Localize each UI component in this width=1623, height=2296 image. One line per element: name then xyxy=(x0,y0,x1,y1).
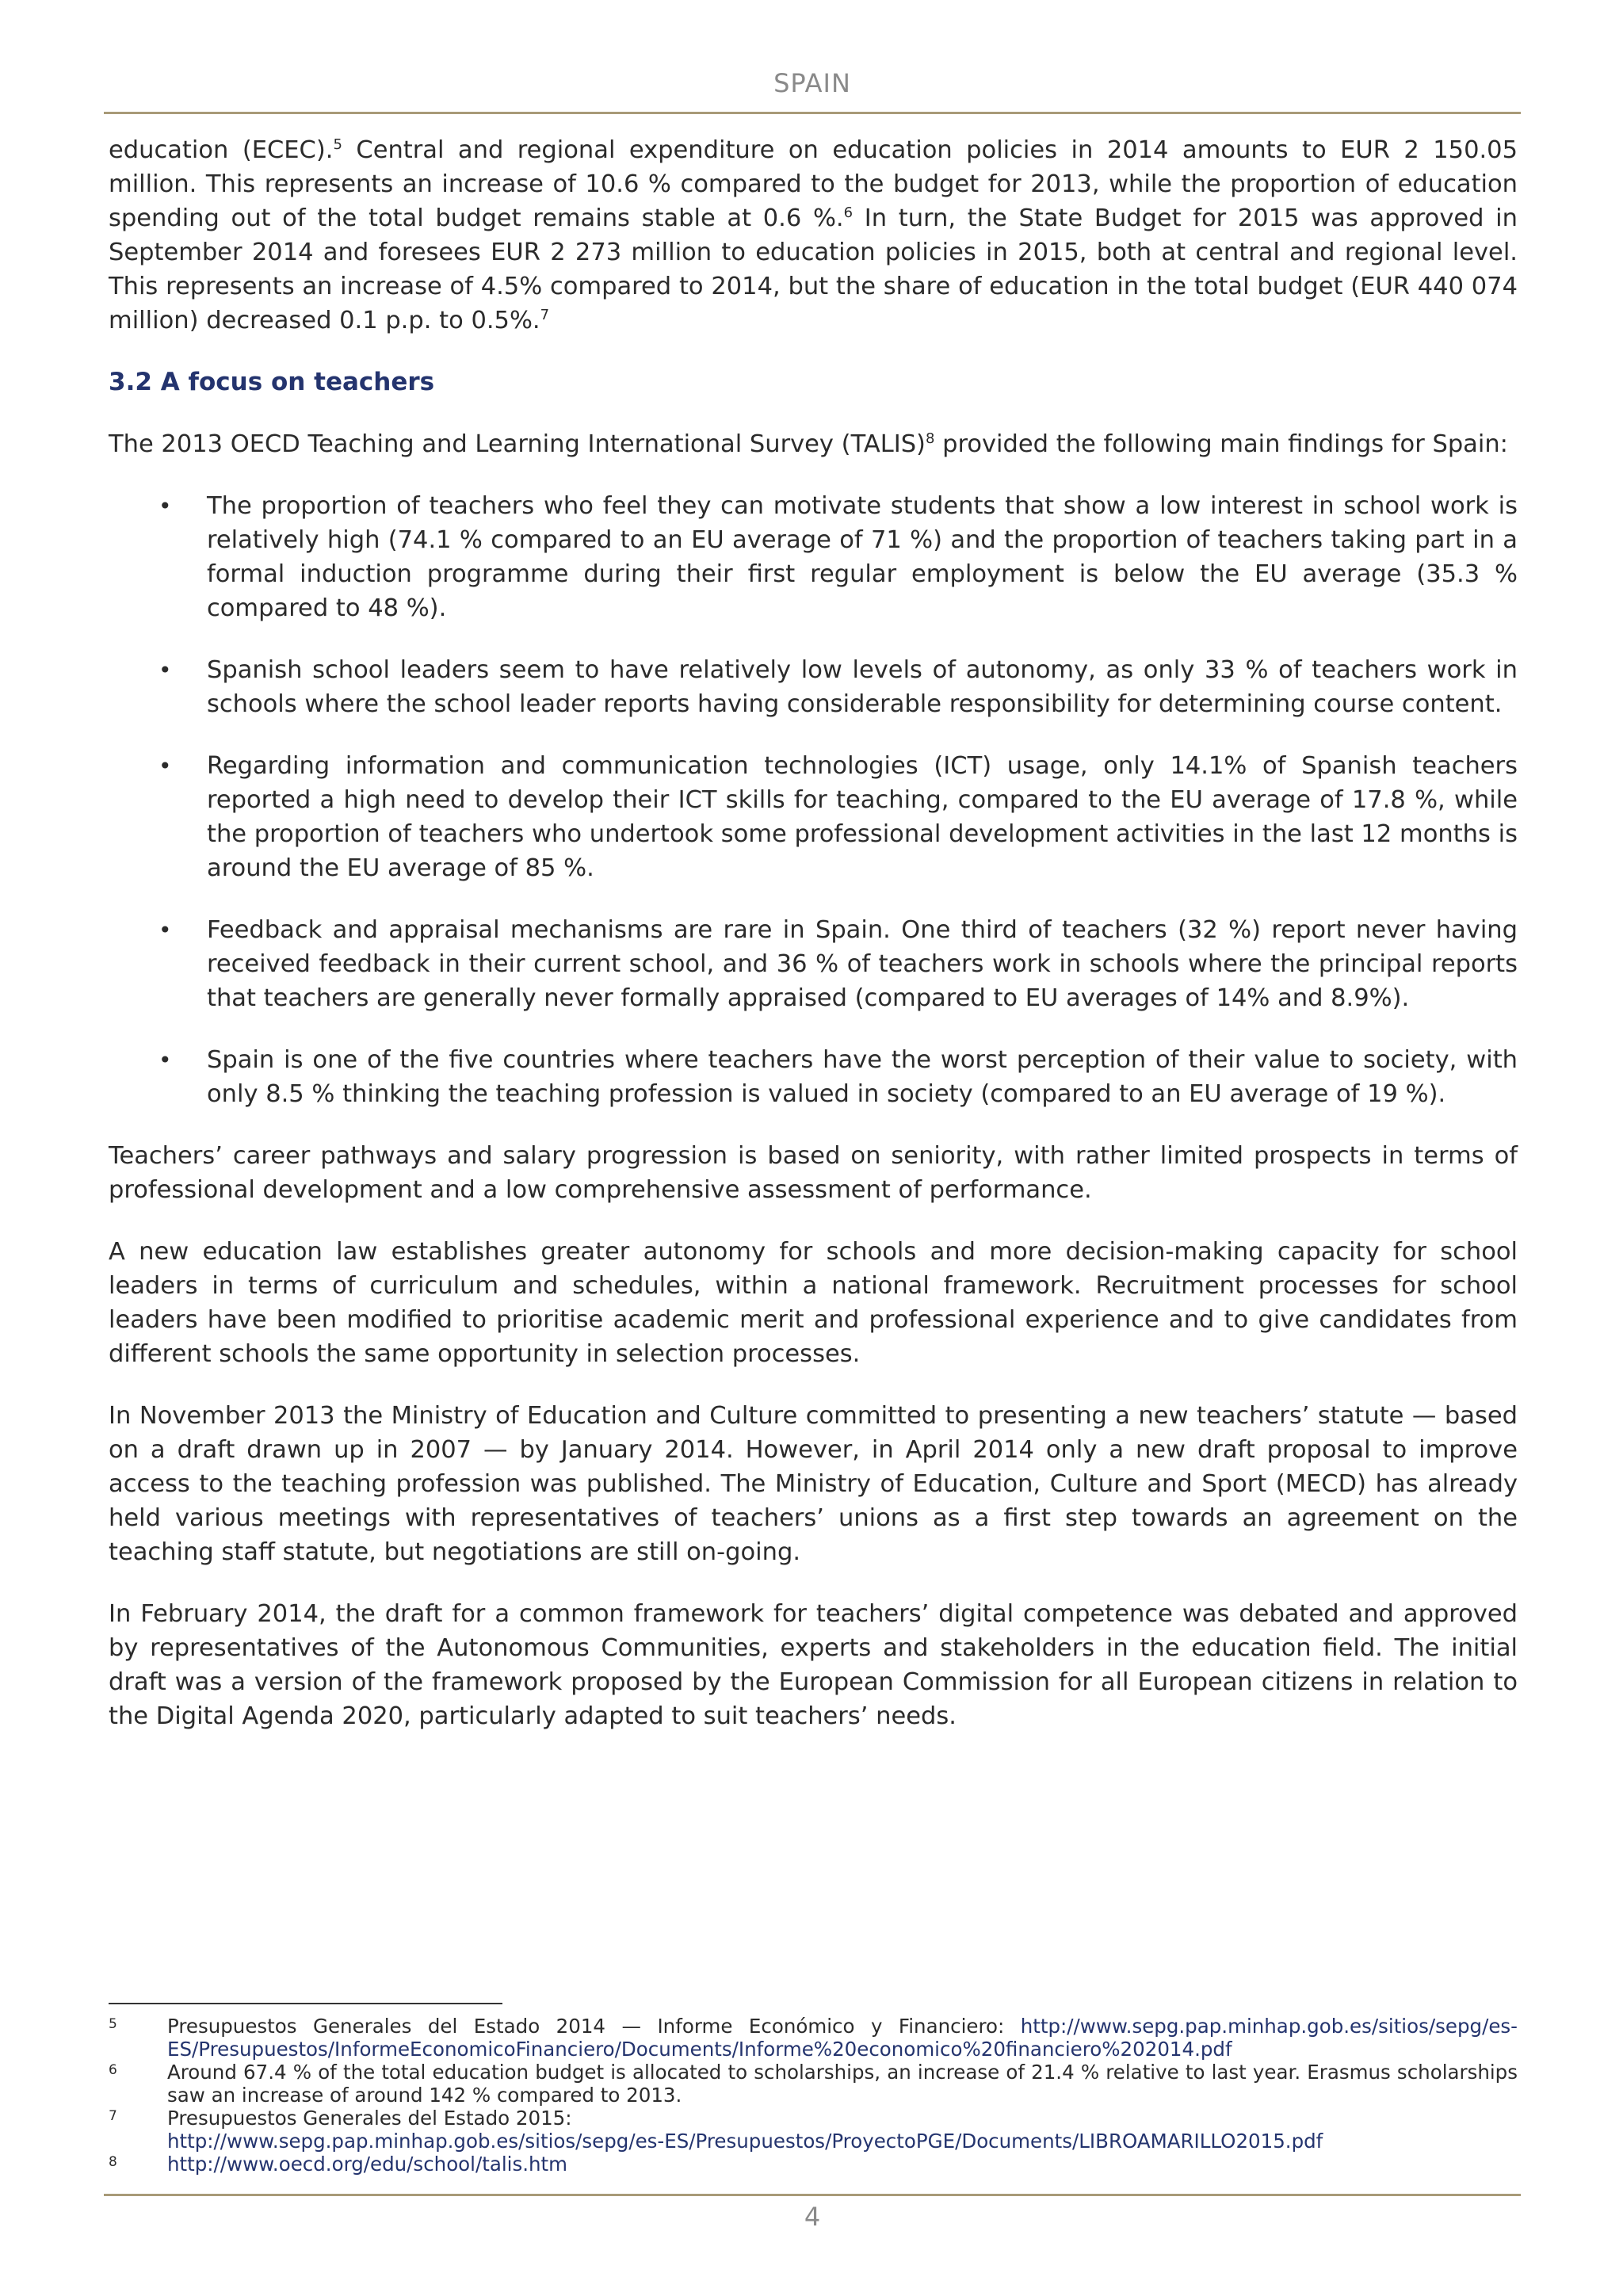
list-item xyxy=(109,653,1518,721)
list-item-text: Feedback and appraisal mechanisms are rare in Spain. One third of teachers (32 %) report never having received feedback in their current school, and 36 % of teachers work in schools where the principal reports that teachers are generally never formally appraised (compared to EU averages of 14% and 8.9%). xyxy=(207,916,1518,1012)
footnotes xyxy=(109,2015,1518,2176)
list-item xyxy=(109,1043,1518,1111)
intro-text-2: Central and regional expenditure on education policies in 2014 amounts to EUR 2 150.05 million. This represents an increase of 10.6 % compared to the budget for 2013, while the proportion of education spending out of the total budget remains stable at 0.6 %. xyxy=(109,136,1518,232)
footnote-link[interactable]: http://www.sepg.pap.minhap.gob.es/sitios/sepg/es-ES/Presupuestos/ProyectoPGE/Documents/LIBROAMARILLO2015.pdf xyxy=(167,2130,1323,2153)
bullet-icon: • xyxy=(158,753,172,779)
footnote-ref-8[interactable]: 8 xyxy=(925,430,935,447)
footer-divider xyxy=(104,2194,1521,2196)
footnote-8 xyxy=(109,2153,1518,2176)
footnote-number: 7 xyxy=(109,2108,117,2124)
bullet-icon: • xyxy=(158,1047,172,1073)
list-item xyxy=(109,913,1518,1015)
footnote-text: Presupuestos Generales del Estado 2014 — Informe Económico y Financiero: xyxy=(167,2015,1021,2038)
body-paragraph: A new education law establishes greater autonomy for schools and more decision-making capacity for school leaders in terms of curriculum and schedules, within a national framework. Recruitment processes for school leaders have been modified to prioritise academic merit and professional experience and to give candidates from different schools the same opportunity in selection processes. xyxy=(109,1238,1518,1368)
talis-text-1: The 2013 OECD Teaching and Learning International Survey (TALIS) xyxy=(109,430,926,458)
findings-list xyxy=(109,489,1518,1111)
bullet-icon: • xyxy=(158,657,172,683)
list-item-text: Spanish school leaders seem to have relatively low levels of autonomy, as only 33 % of teachers work in schools where the school leader reports having considerable responsibility for determining course content. xyxy=(207,656,1518,718)
body-paragraph: Teachers’ career pathways and salary progression is based on seniority, with rather limited prospects in terms of professional development and a low comprehensive assessment of performance. xyxy=(109,1142,1518,1204)
list-item xyxy=(109,489,1518,625)
footnote-ref-6[interactable]: 6 xyxy=(843,204,854,221)
page-header-title: SPAIN xyxy=(773,68,851,98)
intro-paragraph xyxy=(109,133,1518,338)
footnote-7 xyxy=(109,2107,1518,2153)
list-item-text: Regarding information and communication technologies (ICT) usage, only 14.1% of Spanish teachers reported a high need to develop their ICT skills for teaching, compared to the EU average of 17.8 %, while the proportion of teachers who undertook some professional development activities in the last 12 months is around the EU average of 85 %. xyxy=(207,752,1518,882)
talis-text-2: provided the following main findings for Spain: xyxy=(934,430,1508,458)
intro-text-3: In turn, the State Budget for 2015 was approved in September 2014 and foresees EUR 2 273 million to education policies in 2015, both at central and regional level. This represents an increase of 4.5% compared to 2014, but the share of education in the total budget (EUR 440 074 million) decreased 0.1 p.p. to 0.5%. xyxy=(109,204,1518,334)
footnote-link[interactable]: http://www.sepg.pap.minhap.gob.es/sitios/sepg/es-ES/Presupuestos/InformeEconomicoFinanciero/Documents/Informe%20economico%20financiero%202014.pdf xyxy=(167,2015,1518,2061)
bullet-icon: • xyxy=(158,493,172,519)
header-divider xyxy=(104,112,1521,114)
intro-text-1: education (ECEC). xyxy=(109,136,334,164)
talis-intro-paragraph xyxy=(109,427,1518,461)
body-paragraph: In February 2014, the draft for a common framework for teachers’ digital competence was debated and approved by representatives of the Autonomous Communities, experts and stakeholders in the education field. The initial draft was a version of the framework proposed by the European Commission for all European citizens in relation to the Digital Agenda 2020, particularly adapted to suit teachers’ needs. xyxy=(109,1600,1518,1730)
footnote-5 xyxy=(109,2015,1518,2061)
footnote-separator xyxy=(109,2003,502,2004)
page-number: 4 xyxy=(804,2202,821,2232)
footnote-text: Presupuestos Generales del Estado 2015: xyxy=(167,2107,572,2130)
footnote-ref-7[interactable]: 7 xyxy=(540,306,550,323)
bullet-icon: • xyxy=(158,917,172,943)
section-heading: 3.2 A focus on teachers xyxy=(109,368,435,396)
footnote-link[interactable]: http://www.oecd.org/edu/school/talis.htm xyxy=(167,2153,568,2176)
list-item-text: The proportion of teachers who feel they can motivate students that show a low interest in school work is relatively high (74.1 % compared to an EU average of 71 %) and the proportion of teachers taking part in a formal induction programme during their first regular employment is below the EU average (35.3 % compared to 48 %). xyxy=(207,492,1518,622)
list-item-text: Spain is one of the five countries where teachers have the worst perception of their value to society, with only 8.5 % thinking the teaching profession is valued in society (compared to an EU average of 19 %). xyxy=(207,1046,1518,1108)
list-item xyxy=(109,749,1518,885)
main-content xyxy=(109,133,1518,1761)
body-paragraph: In November 2013 the Ministry of Education and Culture committed to presenting a new teachers’ statute — based on a draft drawn up in 2007 — by January 2014. However, in April 2014 only a new draft proposal to improve access to the teaching profession was published. The Ministry of Education, Culture and Sport (MECD) has already held various meetings with representatives of teachers’ unions as a first step towards an agreement on the teaching staff statute, but negotiations are still on-going. xyxy=(109,1402,1518,1566)
footnote-text: Around 67.4 % of the total education budget is allocated to scholarships, an increase of 21.4 % relative to last year. Erasmus scholarships saw an increase of around 142 % compared to 2013. xyxy=(167,2061,1518,2107)
footnote-ref-5[interactable]: 5 xyxy=(333,136,342,153)
footnote-number: 6 xyxy=(109,2062,117,2078)
footnote-number: 5 xyxy=(109,2016,117,2032)
footnote-number: 8 xyxy=(109,2154,117,2170)
footnote-6 xyxy=(109,2061,1518,2107)
